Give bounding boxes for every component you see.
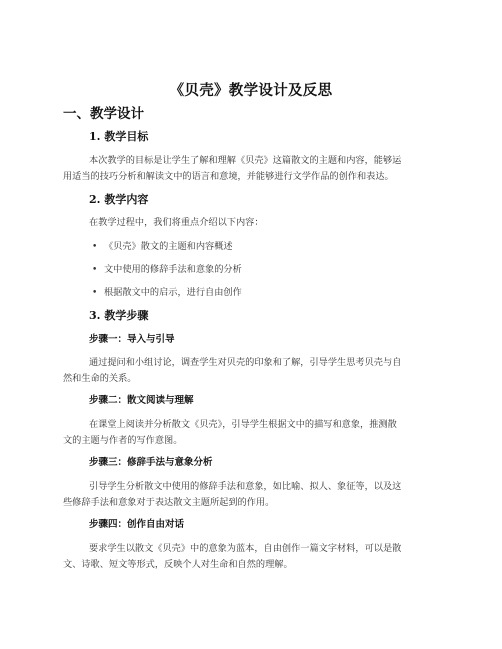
step-1-text-line-2: 然和生命的关系。 [63, 373, 137, 384]
bullet-dot-icon: • [92, 265, 98, 275]
step-4-text-line-1: 要求学生以散文《贝壳》中的意象为蓝本，自由创作一篇文字材料，可以是散 [89, 543, 402, 554]
step-3-title: 步骤三：修辞手法与意象分析 [89, 457, 213, 468]
content-bullet-2: • 文中使用的修辞手法和意象的分析 [92, 264, 242, 275]
content-intro: 在教学过程中，我们将重点介绍以下内容： [89, 217, 264, 228]
heading-teaching-goal: 1. 教学目标 [89, 130, 149, 143]
step-2-title: 步骤二：散文阅读与理解 [89, 395, 194, 406]
step-2-text-line-2: 文的主题与作者的写作意图。 [63, 435, 183, 446]
heading-teaching-steps: 3. 教学步骤 [89, 309, 149, 322]
step-4-text-line-2: 文、诗歌、短文等形式，反映个人对生命和自然的理解。 [63, 559, 293, 570]
step-4-title: 步骤四：创作自由对话 [89, 519, 185, 530]
bullet-dot-icon: • [92, 242, 98, 252]
step-3-text-line-2: 些修辞手法和意象对于表达散文主题所起到的作用。 [63, 497, 275, 508]
step-1-text-line-1: 通过提问和小组讨论，调查学生对贝壳的印象和了解，引导学生思考贝壳与自 [89, 357, 402, 368]
content-bullet-1: • 《贝壳》散文的主题和内容概述 [92, 241, 233, 252]
goal-text-line-1: 本次教学的目标是让学生了解和理解《贝壳》这篇散文的主题和内容，能够运 [89, 155, 402, 166]
bullet-dot-icon: • [92, 288, 98, 298]
section-heading-teaching-design: 一、教学设计 [63, 106, 144, 122]
step-1-title: 步骤一：导入与引导 [89, 334, 175, 345]
step-3-text-line-1: 引导学生分析散文中使用的修辞手法和意象，如比喻、拟人、象征等，以及这 [89, 481, 402, 492]
goal-text-line-2: 用适当的技巧分析和解读文中的语言和意境，并能够进行文学作品的创作和表达。 [63, 171, 394, 182]
content-bullet-3: • 根据散文中的启示，进行自由创作 [92, 287, 242, 298]
heading-teaching-content: 2. 教学内容 [89, 193, 149, 206]
step-2-text-line-1: 在课堂上阅读并分析散文《贝壳》，引导学生根据文中的描写和意象，推测散 [89, 419, 397, 430]
document-title: 《贝壳》教学设计及反思 [169, 82, 333, 99]
